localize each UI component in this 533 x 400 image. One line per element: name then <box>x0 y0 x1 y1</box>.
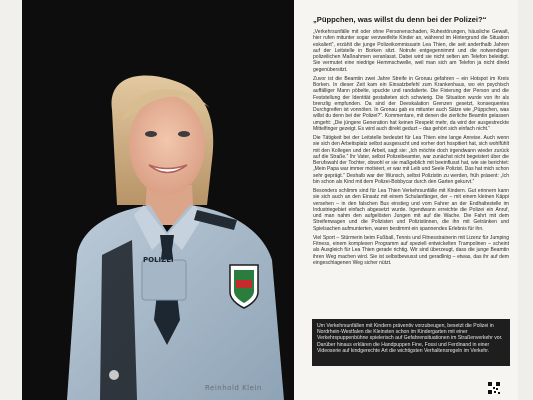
info-box <box>312 319 510 366</box>
article-body <box>313 29 509 269</box>
eye-right <box>178 131 190 137</box>
paragraph: Zuvor ist die Beamtin zwei Jahre Streife in Gronau gefahren – ein Hotspot im Kreis Borken. In dieser Zeit kam ein Einsatzbefehl zum Krankenhaus, wo ein psychisch auffälliger Mann pöbelte, spuckte und randalierte. Die Fixierung der Person und die Feststellung der Identität gestalteten sich schwierig. Die Situation wurde von ihr als brenzlig empfunden. Da sind der Deeskalation Grenzen gesetzt, konsequentes Durchgreifen ist vonnöten. In Gronau gab es mitunter auch Sätze wie „Püppchen, was willst du denn bei der Polizei?“. Kommentare, mit denen die zierliche Beamtin gelassen umgeht: „Die jüngere Generation hat keinen Respekt mehr, da wird der ausgestreckte Mittelfinger gezeigt. Es wird auch direkt geduzt – das gehört sich einfach nicht.“ <box>313 75 509 132</box>
paragraph: „Verkehrsunfälle mit oder ohne Personenschaden, Ruhestörungen, häusliche Gewalt, hier rufen mitunter sogar verzweifelte Kinder an, während im Hintergrund die Situation eskaliert“, erzählt die junge Polizeikommissarin Lea Thien, die seit anderthalb Jahren auf der Leitstelle in Borken sitzt. Notrufe entgegennimmt und die notwendigen polizeilichen Maßnahmen veranlasst. Dabei wird sie nicht selten am Telefon beleidigt. Sie vermutet eine niedrige Hemmschwelle, weil man sich am Telefon ja nicht direkt gegenübersitzt. <box>313 29 509 73</box>
paragraph: Die Tätigkeit bei der Leitstelle bedeutet für Lea Thien eine lange Anreise. Auch wenn sie sich den Arbeitsplatz selbst ausgesucht und vorher dort hospitiert hat, sich wohlfühlt mit den Kollegen und der Arbeit, sagt sie: „Ich möchte doch irgendwann wieder zurück auf die Straße.“ Ihr Vater, selbst Polizeibeamter, war zunächst nicht begeistert über die Berufswahl der Tochter, obwohl er sie maßgeblich mit beeinflusst hat, wie sie berichtet: „Mein Papa war immer motiviert, er war mit Leib und Seele Polizist. Das hat mich schon sehr geprägt.“ Deshalb war der Wunsch, selbst Polizistin zu werden, früh präsent: „Ich bin schon als Kind mit dem Polizei-Bobbycar durch den Garten gekurvt.“ <box>313 135 509 185</box>
chest-pocket <box>142 260 186 300</box>
paragraph: Besonders schlimm sind für Lea Thien Verkehrsunfälle mit Kindern. Gut erinnern kann sie sich auch an den Einsatz mit einem Schulanfänger, der – mit einem kleinen Käppi versehen – in den falschen Bus einstieg und vom Fahrer an der Endhaltestelle im Industriegebiet einfach abgesetzt wurde. Irgendwann erreichte die Polizei ein Anruf, und man nahm den aufgelösten Jungen mit auf die Wache. Die Fahrt mit dem Streifenwagen und die Polizisten und Polizistinnen, die ihn mit Getränken und Spielsachen aufmunterten, waren bestimmt ein spannendes Erlebnis für ihn. <box>313 188 509 232</box>
info-box-text: Um Verkehrsunfällen mit Kindern präventiv vorzubeugen, besetzt die Polizei in Nordrhein-Westfalen die Kleinsten schon im Kindergarten mit einer Verkehrspuppenbühne spielerisch auf Gefahrensituationen im Straßenverkehr vor. Darüber hinaus erklären die Handpuppen Fine, Fossi und Ferdinand in einer Videoserie auf kindgerechte Art die wichtigsten Verhaltensregeln im Verkehr. <box>317 323 503 354</box>
patch-red-band <box>236 280 252 288</box>
paragraph: Viel Sport – Stürmerin beim Fußball, Tennis und Fitnesstrainerin mit Lizenz für Jumping Fitness, einem komplexen Programm auf speziell entwickelten Trampolinen – scheint als Ausgleich für Lea Thien gerade richtig. Wir sind überzeugt, dass die junge Beamtin ihren Weg machen wird. Sie ist selbstbewusst und geradlinig – etwas, das ihr auf dem eingeschlagenen Weg sicher nützt. <box>313 234 509 266</box>
police-star-icon <box>109 370 119 380</box>
portrait-illustration <box>22 0 294 400</box>
eye-left <box>145 131 157 137</box>
face-shape <box>129 95 205 195</box>
article-title: „Püppchen, was willst du denn bei der Polizei?“ <box>313 15 487 24</box>
poster-right-margin <box>518 0 533 400</box>
qr-code-icon[interactable] <box>488 381 500 393</box>
photographer-watermark: Reinhold Klein <box>205 384 262 392</box>
portrait-photo <box>22 0 294 400</box>
police-badge-label: POLIZEI <box>143 256 174 264</box>
